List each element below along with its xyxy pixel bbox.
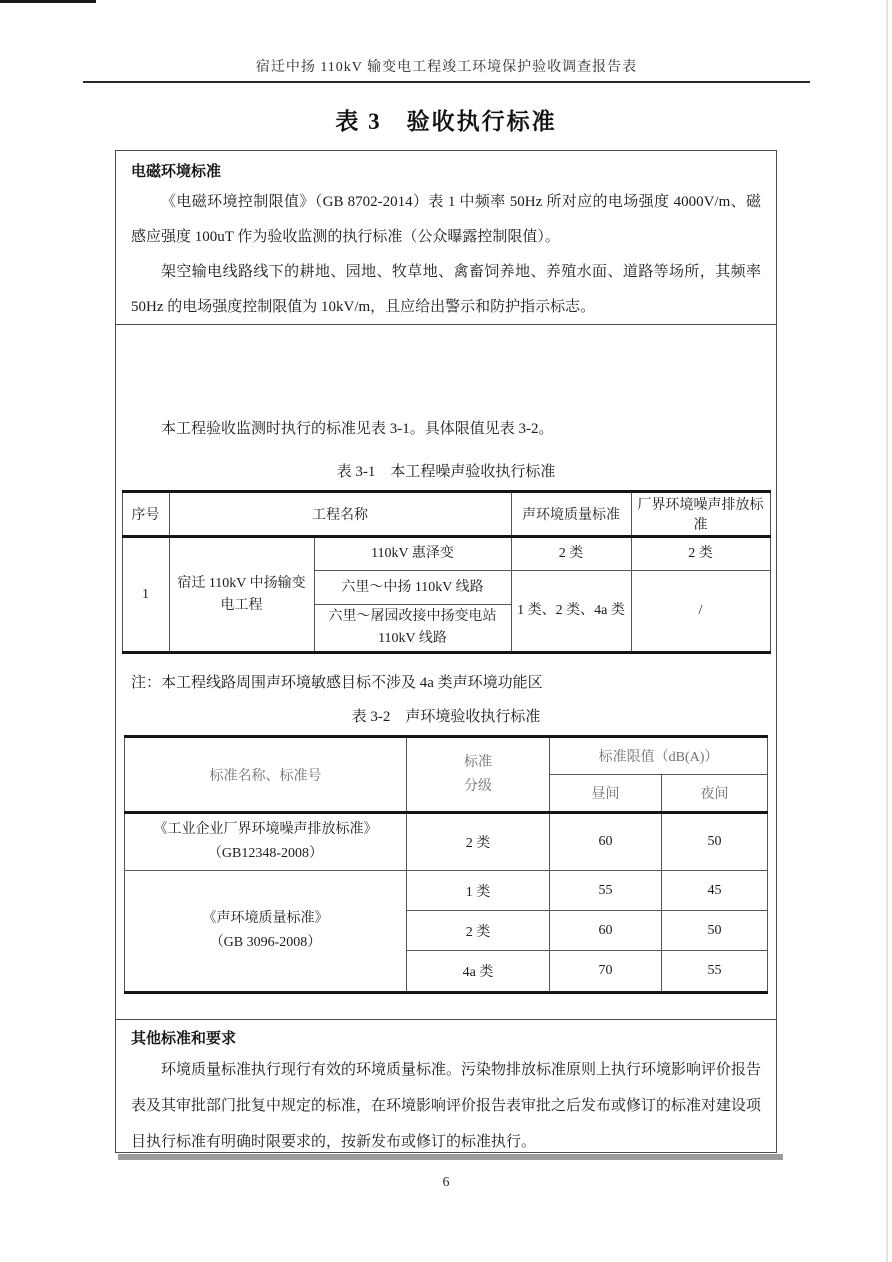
cell-quality-class: 1 类、2 类、4a 类 xyxy=(511,571,631,653)
cell-subproject: 六里～屠园改接中扬变电站 110kV 线路 xyxy=(314,605,511,653)
page-right-edge-line xyxy=(886,0,888,1262)
table-3-2-header-row-1 xyxy=(125,737,768,775)
header-seq: 序号 xyxy=(122,492,169,537)
table-3-1-caption: 表 3-1 本工程噪声验收执行标准 xyxy=(336,464,556,480)
table-3-2 xyxy=(124,735,768,994)
header-standard-class xyxy=(407,737,550,813)
header-daytime: 昼间 xyxy=(550,775,662,813)
cell-day-limit: 60 xyxy=(550,813,662,871)
standard-name-line2: （GB12348-2008） xyxy=(207,846,324,861)
other-standards-heading: 其他标准和要求 xyxy=(131,1031,237,1047)
cell-boundary-class: 2 类 xyxy=(631,537,770,571)
cell-class: 2 类 xyxy=(407,813,550,871)
header-limit-values: 标准限值（dB(A)） xyxy=(550,737,768,775)
cell-subproject: 110kV 惠泽变 xyxy=(314,537,511,571)
cell-quality-class: 2 类 xyxy=(511,537,631,571)
cell-night-limit: 55 xyxy=(662,951,768,993)
header-sound-quality-standard: 声环境质量标准 xyxy=(511,492,631,537)
section-noise-standards xyxy=(116,324,776,1019)
cell-project-name: 宿迁 110kV 中扬输变电工程 xyxy=(169,537,314,653)
running-header-rule xyxy=(83,81,810,83)
electromagnetic-section-heading: 电磁环境标准 xyxy=(131,164,222,180)
cell-night-limit: 50 xyxy=(662,813,768,871)
cell-class: 2 类 xyxy=(407,911,550,951)
header-standard-class-line2: 分级 xyxy=(464,778,492,794)
table-3-1-note: 注：本工程线路周围声环境敏感目标不涉及 4a 类声环境功能区 xyxy=(131,675,543,691)
cell-night-limit: 45 xyxy=(662,871,768,911)
cell-class: 1 类 xyxy=(407,871,550,911)
electromagnetic-paragraph-2: 架空输电线路线下的耕地、园地、牧草地、禽畜饲养地、养殖水面、道路等场所，其频率 50Hz 的电场强度控制限值为 10kV/m，且应给出警示和防护指示标志。 xyxy=(131,264,761,315)
table-row xyxy=(125,813,768,871)
other-standards-paragraph: 环境质量标准执行现行有效的环境质量标准。污染物排放标准原则上执行环境影响评价报告表及其审批部门批复中规定的标准，在环境影响评价报告表审批之后发布或修订的标准对建设项目执行标准有明确时限要求的，按新发布或修订的标准执行。 xyxy=(131,1062,762,1150)
cell-day-limit: 70 xyxy=(550,951,662,993)
cell-day-limit: 60 xyxy=(550,911,662,951)
cell-standard-name xyxy=(125,871,407,993)
running-header: 宿迁中扬 110kV 输变电工程竣工环境保护验收调查报告表 xyxy=(255,60,638,75)
content-frame xyxy=(115,150,777,1153)
header-standard-name: 标准名称、标准号 xyxy=(125,737,407,813)
table-3-2-caption: 表 3-2 声环境验收执行标准 xyxy=(351,709,541,725)
table-3-1-header-row xyxy=(122,492,770,537)
table-3-1 xyxy=(122,490,771,654)
page-number: 6 xyxy=(442,1175,450,1190)
section-electromagnetic-standards xyxy=(116,151,776,324)
standard-name-line1: 《声环境质量标准》 xyxy=(202,911,329,926)
table-row xyxy=(122,537,770,571)
table-row xyxy=(125,871,768,911)
cell-night-limit: 50 xyxy=(662,911,768,951)
cell-subproject: 六里～中扬 110kV 线路 xyxy=(314,571,511,605)
standard-name-line1: 《工业企业厂界环境噪声排放标准》 xyxy=(153,822,378,837)
cell-boundary-class: / xyxy=(631,571,770,653)
header-project-name: 工程名称 xyxy=(169,492,511,537)
scan-artifact-line xyxy=(0,0,96,3)
header-nighttime: 夜间 xyxy=(662,775,768,813)
noise-intro-paragraph: 本工程验收监测时执行的标准见表 3-1。具体限值见表 3-2。 xyxy=(161,421,554,437)
standard-name-line2: （GB 3096-2008） xyxy=(209,935,322,950)
electromagnetic-paragraph-1: 《电磁环境控制限值》（GB 8702-2014）表 1 中频率 50Hz 所对应的电场强度 4000V/m、磁感应强度 100uT 作为验收监测的执行标准（公众曝露控制限值）。 xyxy=(131,194,761,245)
cell-standard-name xyxy=(125,813,407,871)
cell-class: 4a 类 xyxy=(407,951,550,993)
page-title: 表 3 验收执行标准 xyxy=(335,109,557,134)
cell-seq-no: 1 xyxy=(122,537,169,653)
frame-shadow xyxy=(118,1154,783,1160)
section-other-standards xyxy=(116,1019,776,1152)
header-boundary-noise-standard: 厂界环境噪声排放标准 xyxy=(631,492,770,537)
header-standard-class-line1: 标准 xyxy=(464,754,492,770)
cell-day-limit: 55 xyxy=(550,871,662,911)
